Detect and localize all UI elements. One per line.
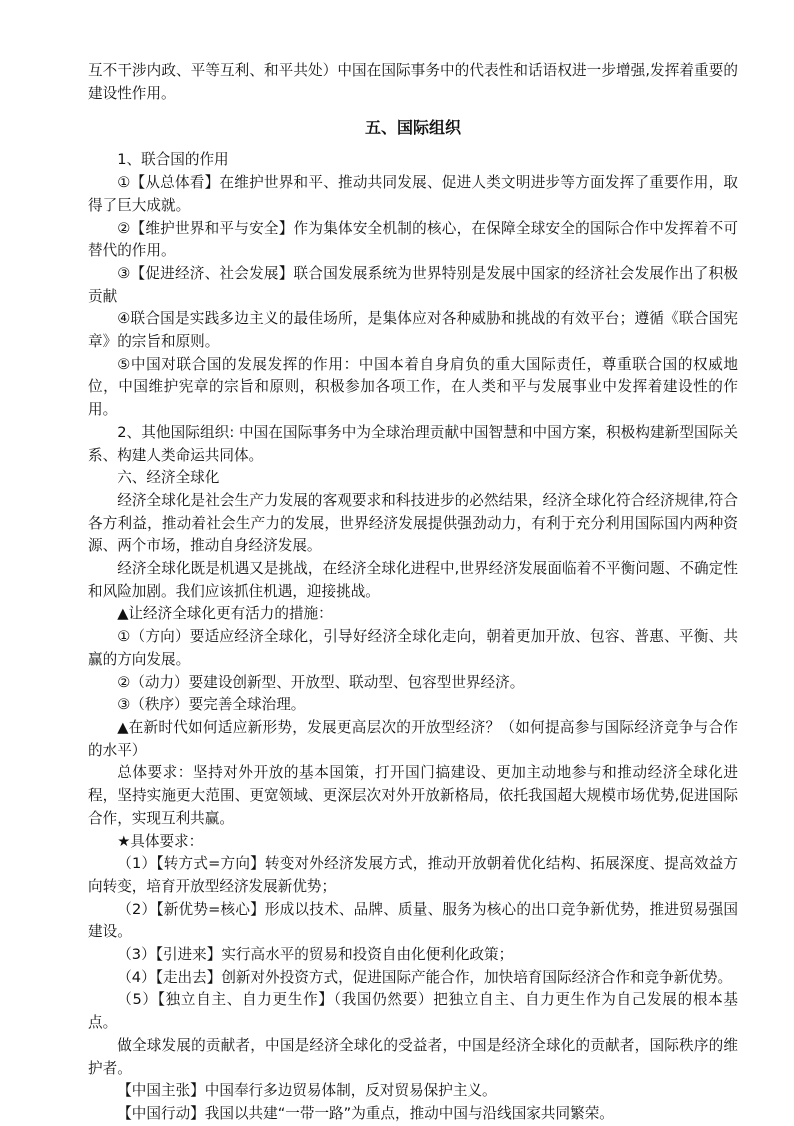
globalization-paragraph-2: 经济全球化既是机遇又是挑战，在经济全球化进程中,世界经济发展面临着不平衡问题、不确定性和风险加剧。我们应该抓住机遇，迎接挑战。 bbox=[88, 560, 738, 600]
un-heading: 1、联合国的作用 bbox=[117, 151, 229, 169]
new-era-question: ▲在新时代如何适应新形势，发展更高层次的开放型经济？（如何提高参与国际经济竞争与合作的水平） bbox=[88, 718, 738, 759]
contributor-paragraph: 做全球发展的贡献者，中国是经济全球化的受益者，中国是经济全球化的贡献者，国际秩序的维护者。 bbox=[88, 1036, 738, 1077]
measures-heading: ▲让经济全球化更有活力的措施： bbox=[117, 605, 333, 623]
requirement-5: （5）【独立自主、自力更生作】（我国仍然要）把独立自主、自力更生作为自己发展的根本基点。 bbox=[88, 991, 738, 1032]
intro-paragraph: 互不干涉内政、平等互利、和平共处）中国在国际事务中的代表性和话语权进一步增强,发挥着重要的建设性作用。 bbox=[88, 62, 738, 102]
un-point-5: ⑤中国对联合国的发展发挥的作用：中国本着自身肩负的重大国际责任，尊重联合国的权威地位，中国维护宪章的宗旨和原则，积极参加各项工作，在人类和平与发展事业中发挥着建设性的作用。 bbox=[88, 355, 738, 419]
china-stance: 【中国主张】中国奉行多边贸易体制，反对贸易保护主义。 bbox=[117, 1082, 497, 1100]
un-point-3: ③【促进经济、社会发展】联合国发展系统为世界特别是发展中国家的经济社会发展作出了积极贡献 bbox=[88, 264, 738, 305]
measure-3: ③（秩序）要完善全球治理。 bbox=[117, 696, 306, 714]
section-title: 五、国际组织 bbox=[364, 118, 461, 138]
globalization-heading: 六、经济全球化 bbox=[117, 469, 220, 487]
document-page bbox=[88, 60, 738, 1126]
un-point-4: ④联合国是实践多边主义的最佳场所，是集体应对各种威胁和挑战的有效平台；遵循《联合国宪章》的宗旨和原则。 bbox=[88, 310, 738, 351]
measure-1: ①（方向）要适应经济全球化，引导好经济全球化走向，朝着更加开放、包容、普惠、平衡、共赢的方向发展。 bbox=[88, 628, 738, 668]
specific-heading: ★具体要求： bbox=[117, 832, 204, 850]
china-action: 【中国行动】我国以共建“一带一路”为重点，推动中国与沿线国家共同繁荣。 bbox=[117, 1104, 614, 1122]
measure-2: ②（动力）要建设创新型、开放型、联动型、包容型世界经济。 bbox=[117, 673, 525, 691]
requirement-3: （3）【引进来】实行高水平的贸易和投资自由化便利化政策； bbox=[117, 946, 514, 964]
globalization-paragraph-1: 经济全球化是社会生产力发展的客观要求和科技进步的必然结果，经济全球化符合经济规律,符合各方利益，推动着社会生产力的发展，世界经济发展提供强劲动力，有利于充分利用国际国内两种资源、两个市场，推动自身经济发展。 bbox=[88, 491, 738, 555]
other-orgs-paragraph: 2、其他国际组织: 中国在国际事务中为全球治理贡献中国智慧和中国方案，积极构建新型国际关系、构建人类命运共同体。 bbox=[88, 423, 738, 464]
requirement-2: （2）【新优势=核心】形成以技术、品牌、质量、服务为核心的出口竞争新优势，推进贸易强国建设。 bbox=[88, 900, 738, 941]
requirement-4: （4）【走出去】创新对外投资方式，促进国际产能合作，加快培育国际经济合作和竞争新优势。 bbox=[117, 968, 733, 986]
requirement-1: （1）【转方式=方向】转变对外经济发展方式，推动开放朝着优化结构、拓展深度、提高效益方向转变，培育开放型经济发展新优势； bbox=[88, 855, 738, 895]
overall-requirement: 总体要求：坚持对外开放的基本国策，打开国门搞建设、更加主动地参与和推动经济全球化进程，坚持实施更大范围、更宽领域、更深层次对外开放新格局，依托我国超大规模市场优势,促进国际合作，实现互利共赢。 bbox=[88, 764, 738, 827]
un-point-2: ②【维护世界和平与安全】作为集体安全机制的核心，在保障全球安全的国际合作中发挥着不可替代的作用。 bbox=[88, 219, 738, 260]
un-point-1: ①【从总体看】在维护世界和平、推动共同发展、促进人类文明进步等方面发挥了重要作用，取得了巨大成就。 bbox=[88, 174, 738, 214]
